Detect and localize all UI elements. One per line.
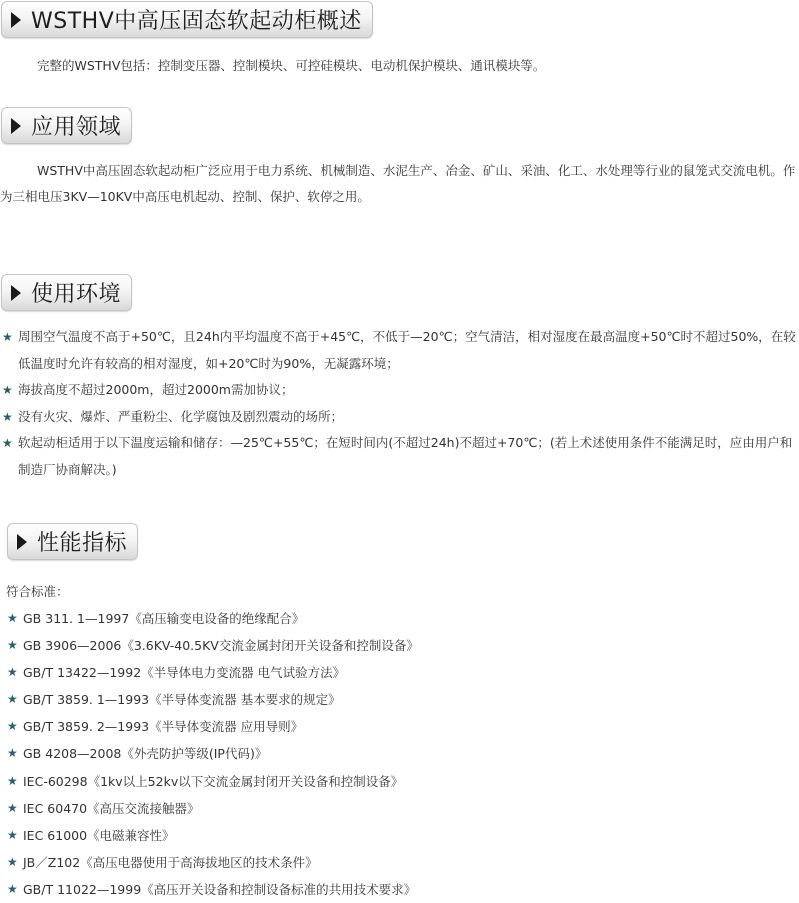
list-item-text: 周围空气温度不高于+50℃，且24h内平均温度不高于+45℃，不低于—20℃；空气清洁，相对湿度在最高温度+50℃时不超过50%，在较低温度时允许有较高的相对湿度，如+20℃时为90%，无凝露环境； [18,329,796,371]
star-icon: ★ [2,330,13,344]
list-item [0,822,799,849]
list-item [0,768,799,795]
standard-text: IEC 60470《高压交流接触器》 [23,800,200,816]
list-item-text: 海拔高度不超过2000m，超过2000m需加协议； [18,382,294,397]
standard-text: GB 311. 1—1997《高压输变电设备的绝缘配合》 [23,611,305,626]
star-icon: ★ [7,665,18,680]
overview-paragraph: 完整的WSTHV包括：控制变压器、控制模块、可控硅模块、电动机保护模块、通讯模块等。 [37,58,546,73]
star-icon: ★ [2,383,13,397]
list-item [0,686,799,713]
list-item [0,740,799,767]
section-header-overview [1,1,373,38]
star-icon: ★ [7,773,18,788]
standard-text: GB/T 11022—1999《高压开关设备和控制设备标准的共用技术要求》 [23,881,417,897]
star-icon: ★ [7,719,18,734]
star-icon: ★ [7,881,18,896]
list-item [0,404,799,431]
section-title-environment: 使用环境 [31,282,122,307]
standard-text: GB/T 3859. 1—1993《半导体变流器 基本要求的规定》 [23,692,341,708]
section-header-application [1,107,132,144]
star-icon: ★ [7,638,18,653]
list-item [0,659,799,686]
standard-text: GB/T 3859. 2—1993《半导体变流器 应用导则》 [23,719,304,735]
section-header-performance [7,523,138,560]
standard-text: IEC-60298《1kv以上52kv以下交流金属封闭开关设备和控制设备》 [23,773,404,789]
list-item [0,605,799,632]
list-item [0,876,799,903]
standard-text: GB 4208—2008《外壳防护等级(IP代码)》 [23,746,268,762]
standard-text: GB 3906—2006《3.6KV-40.5KV交流金属封闭开关设备和控制设备》 [23,638,419,654]
play-arrow-icon [11,285,21,301]
standard-text: JB／Z102《高压电器使用于高海拔地区的技术条件》 [23,854,318,870]
list-item [0,377,799,404]
list-item-text: 软起动柜适用于以下温度运输和储存：—25℃+55℃；在短时间内(不超过24h)不超过+70℃；(若上术述使用条件不能满足时，应由用户和制造厂协商解决。) [18,435,793,477]
standard-text: GB/T 13422—1992《半导体电力变流器 电气试验方法》 [23,665,346,681]
environment-list [0,324,799,483]
list-item [0,849,799,876]
play-arrow-icon [11,12,21,28]
star-icon: ★ [7,611,18,625]
star-icon: ★ [7,827,18,842]
list-item [0,795,799,822]
list-item [0,632,799,659]
section-header-environment [1,274,132,311]
standards-intro: 符合标准： [6,584,69,599]
star-icon: ★ [7,692,18,707]
section-title-application: 应用领域 [31,115,122,140]
standard-text: IEC 61000《电磁兼容性》 [23,827,175,843]
application-paragraph: WSTHV中高压固态软起动柜广泛应用于电力系统、机械制造、水泥生产、冶金、矿山、采油、化工、水处理等行业的鼠笼式交流电机。作为三相电压3KV—10KV中高压电机起动、控制、保护、软停之用。 [0,163,796,204]
star-icon: ★ [7,800,18,815]
star-icon: ★ [2,409,13,424]
list-item [0,324,799,377]
star-icon: ★ [2,436,13,450]
standards-list [0,605,799,903]
play-arrow-icon [11,118,21,134]
list-item [0,713,799,740]
star-icon: ★ [7,746,18,761]
play-arrow-icon [17,534,27,550]
list-item [0,430,799,483]
list-item-text: 没有火灾、爆炸、严重粉尘、化学腐蚀及剧烈震动的场所； [18,408,344,424]
section-title-performance: 性能指标 [37,531,128,556]
section-title-overview: WSTHV中高压固态软起动柜概述 [31,9,362,34]
star-icon: ★ [7,854,18,869]
